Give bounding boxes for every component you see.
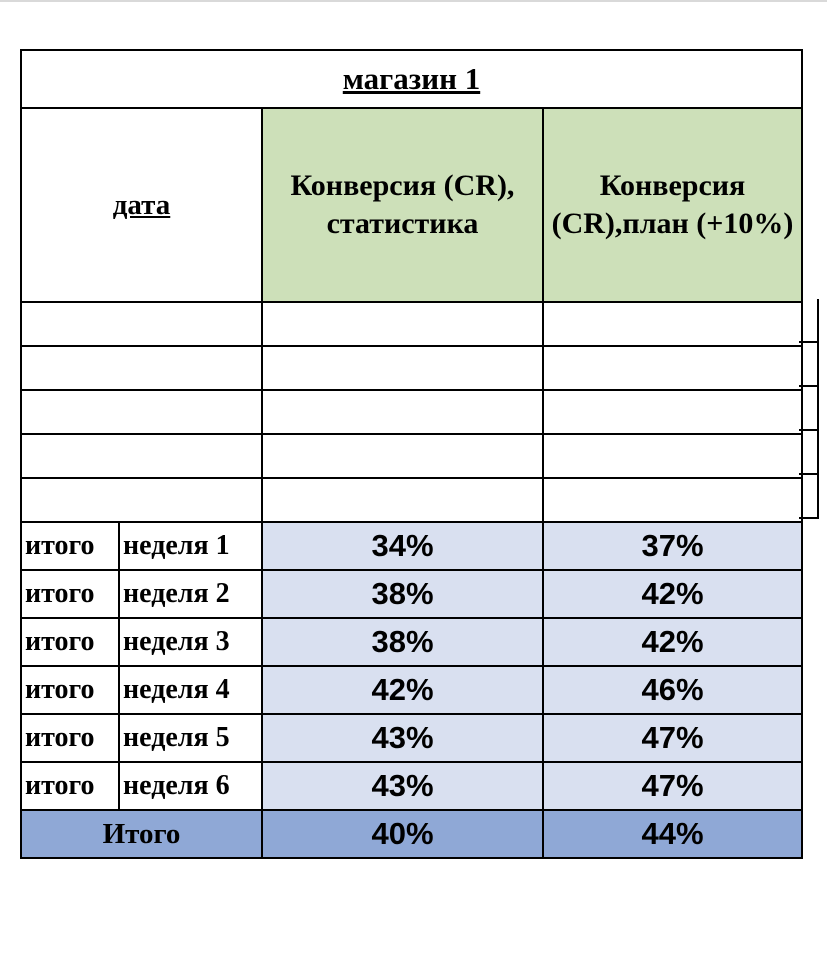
row-plan[interactable]: 42% [543, 570, 802, 618]
row-stat[interactable]: 34% [262, 522, 543, 570]
table-title: магазин 1 [342, 61, 481, 96]
empty-cell[interactable] [543, 390, 802, 434]
empty-row [21, 478, 802, 522]
header-stat-cell[interactable] [262, 108, 543, 302]
table-row [21, 762, 802, 810]
row-prefix[interactable]: итого [21, 618, 119, 666]
empty-cell[interactable] [21, 346, 262, 390]
empty-cell[interactable] [543, 478, 802, 522]
total-stat[interactable]: 40% [262, 810, 543, 858]
header-date-cell[interactable] [21, 108, 262, 302]
table-row [21, 714, 802, 762]
row-week[interactable]: неделя 4 [119, 666, 262, 714]
empty-row [21, 346, 802, 390]
row-plan[interactable]: 42% [543, 618, 802, 666]
row-week[interactable]: неделя 3 [119, 618, 262, 666]
table-title-cell[interactable] [21, 50, 802, 108]
row-stat[interactable]: 38% [262, 570, 543, 618]
header-date: дата [112, 188, 171, 221]
empty-cell[interactable] [543, 302, 802, 346]
empty-row [21, 390, 802, 434]
empty-cell[interactable] [262, 390, 543, 434]
row-week[interactable]: неделя 1 [119, 522, 262, 570]
row-prefix[interactable]: итого [21, 714, 119, 762]
row-week[interactable]: неделя 2 [119, 570, 262, 618]
total-row [21, 810, 802, 858]
row-prefix[interactable]: итого [21, 666, 119, 714]
adjacent-cell [799, 387, 817, 431]
row-prefix[interactable]: итого [21, 522, 119, 570]
row-prefix[interactable]: итого [21, 762, 119, 810]
empty-cell[interactable] [262, 478, 543, 522]
row-stat[interactable]: 38% [262, 618, 543, 666]
adjacent-column-borders [799, 299, 819, 519]
table-row [21, 618, 802, 666]
row-plan[interactable]: 47% [543, 762, 802, 810]
spreadsheet [20, 49, 803, 859]
top-divider [0, 0, 827, 2]
row-prefix[interactable]: итого [21, 570, 119, 618]
conversion-table [20, 49, 803, 859]
total-plan[interactable]: 44% [543, 810, 802, 858]
row-stat[interactable]: 43% [262, 762, 543, 810]
empty-row [21, 302, 802, 346]
empty-cell[interactable] [21, 390, 262, 434]
table-row [21, 666, 802, 714]
empty-cell[interactable] [262, 302, 543, 346]
empty-cell[interactable] [21, 434, 262, 478]
empty-cell[interactable] [543, 346, 802, 390]
empty-cell[interactable] [262, 346, 543, 390]
header-stat: Конверсия (CR), статистика [290, 169, 515, 240]
empty-cell[interactable] [262, 434, 543, 478]
header-plan: Конверсия (CR),план (+10%) [551, 169, 794, 240]
total-label[interactable]: Итого [21, 810, 262, 858]
adjacent-cell [799, 475, 817, 519]
row-plan[interactable]: 37% [543, 522, 802, 570]
row-week[interactable]: неделя 6 [119, 762, 262, 810]
empty-cell[interactable] [543, 434, 802, 478]
empty-cell[interactable] [21, 478, 262, 522]
empty-row [21, 434, 802, 478]
header-plan-cell[interactable] [543, 108, 802, 302]
row-stat[interactable]: 42% [262, 666, 543, 714]
adjacent-cell [799, 431, 817, 475]
table-row [21, 570, 802, 618]
empty-cell[interactable] [21, 302, 262, 346]
adjacent-cell [799, 299, 817, 343]
row-plan[interactable]: 47% [543, 714, 802, 762]
adjacent-cell [799, 343, 817, 387]
row-week[interactable]: неделя 5 [119, 714, 262, 762]
table-row [21, 522, 802, 570]
row-plan[interactable]: 46% [543, 666, 802, 714]
row-stat[interactable]: 43% [262, 714, 543, 762]
